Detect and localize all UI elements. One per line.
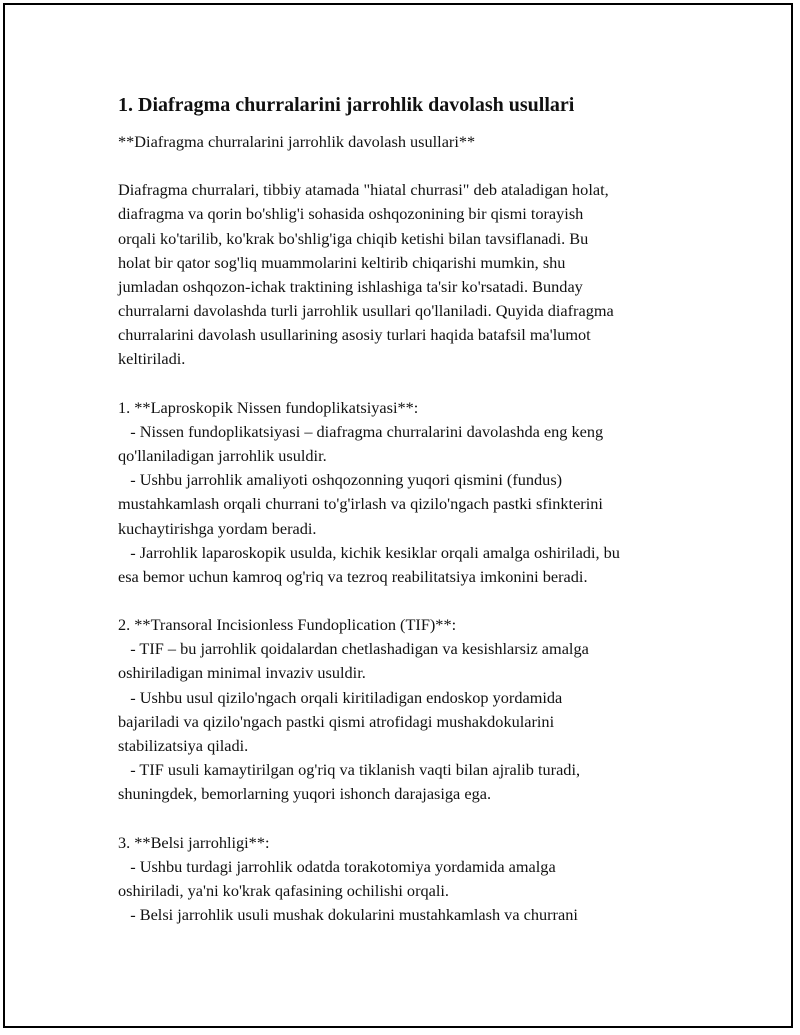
document-body: **Diafragma churralarini jarrohlik davolash usullari** Diafragma churralari, tibbiy atamada "hiatal churrasi" deb ataladigan holat, diafragma va qorin bo'shlig'i sohasida oshqozonining bir qismi torayish orqali ko'tarilib, ko'krak bo'shlig'iga chiqib ketishi bilan tavsiflanadi. Bu holat bir qator sog'liq muammolarini keltirib chiqarishi mumkin, shu jumladan oshqozon-ichak traktining ishlashiga ta'sir ko'rsatadi. Bunday churralarni davolashda turli jarrohlik usullari qo'llaniladi. Quyida diafragma churralarini davolash usullarining asosiy turlari haqida batafsil ma'lumot keltiriladi. 1. **Laproskopik Nissen fundoplikatsiyasi**: - Nissen fundoplikatsiyasi – diafragma churralarini davolashda eng keng qo'llaniladigan jarrohlik usuldir. - Ushbu jarrohlik amaliyoti oshqozonning yuqori qismini (fundus) mustahkamlash orqali churrani to'g'irlash va qizilo'ngach pastki sfinkterini kuchaytirishga yordam beradi. - Jarrohlik laparoskopik usulda, kichik kesiklar orqali amalga oshiriladi, bu esa bemor uchun kamroq og'riq va tezroq reabilitatsiya imkonini beradi. 2. **Transoral Incisionless Fundoplication (TIF)**: - TIF – bu jarrohlik qoidalardan chetlashadigan va kesishlarsiz amalga oshiriladigan minimal invaziv usuldir. - Ushbu usul qizilo'ngach orqali kiritiladigan endoskop yordamida bajariladi va qizilo'ngach pastki qismi atrofidagi mushakdokularini stabilizatsiya qiladi. - TIF usuli kamaytirilgan og'riq va tiklanish vaqti bilan ajralib turadi, shuningdek, bemorlarning yuqori ishonch darajasiga ega. 3. **Belsi jarrohligi**: - Ushbu turdagi jarrohlik odatda torakotomiya yordamida amalga oshiriladi, ya'ni ko'krak qafasining ochilishi orqali. - Belsi jarrohlik usuli mushak dokularini mustahkamlash va churrani: [118, 132, 620, 924]
document-content: [118, 92, 698, 927]
document-title: 1. Diafragma churralarini jarrohlik davolash usullari: [118, 94, 575, 116]
